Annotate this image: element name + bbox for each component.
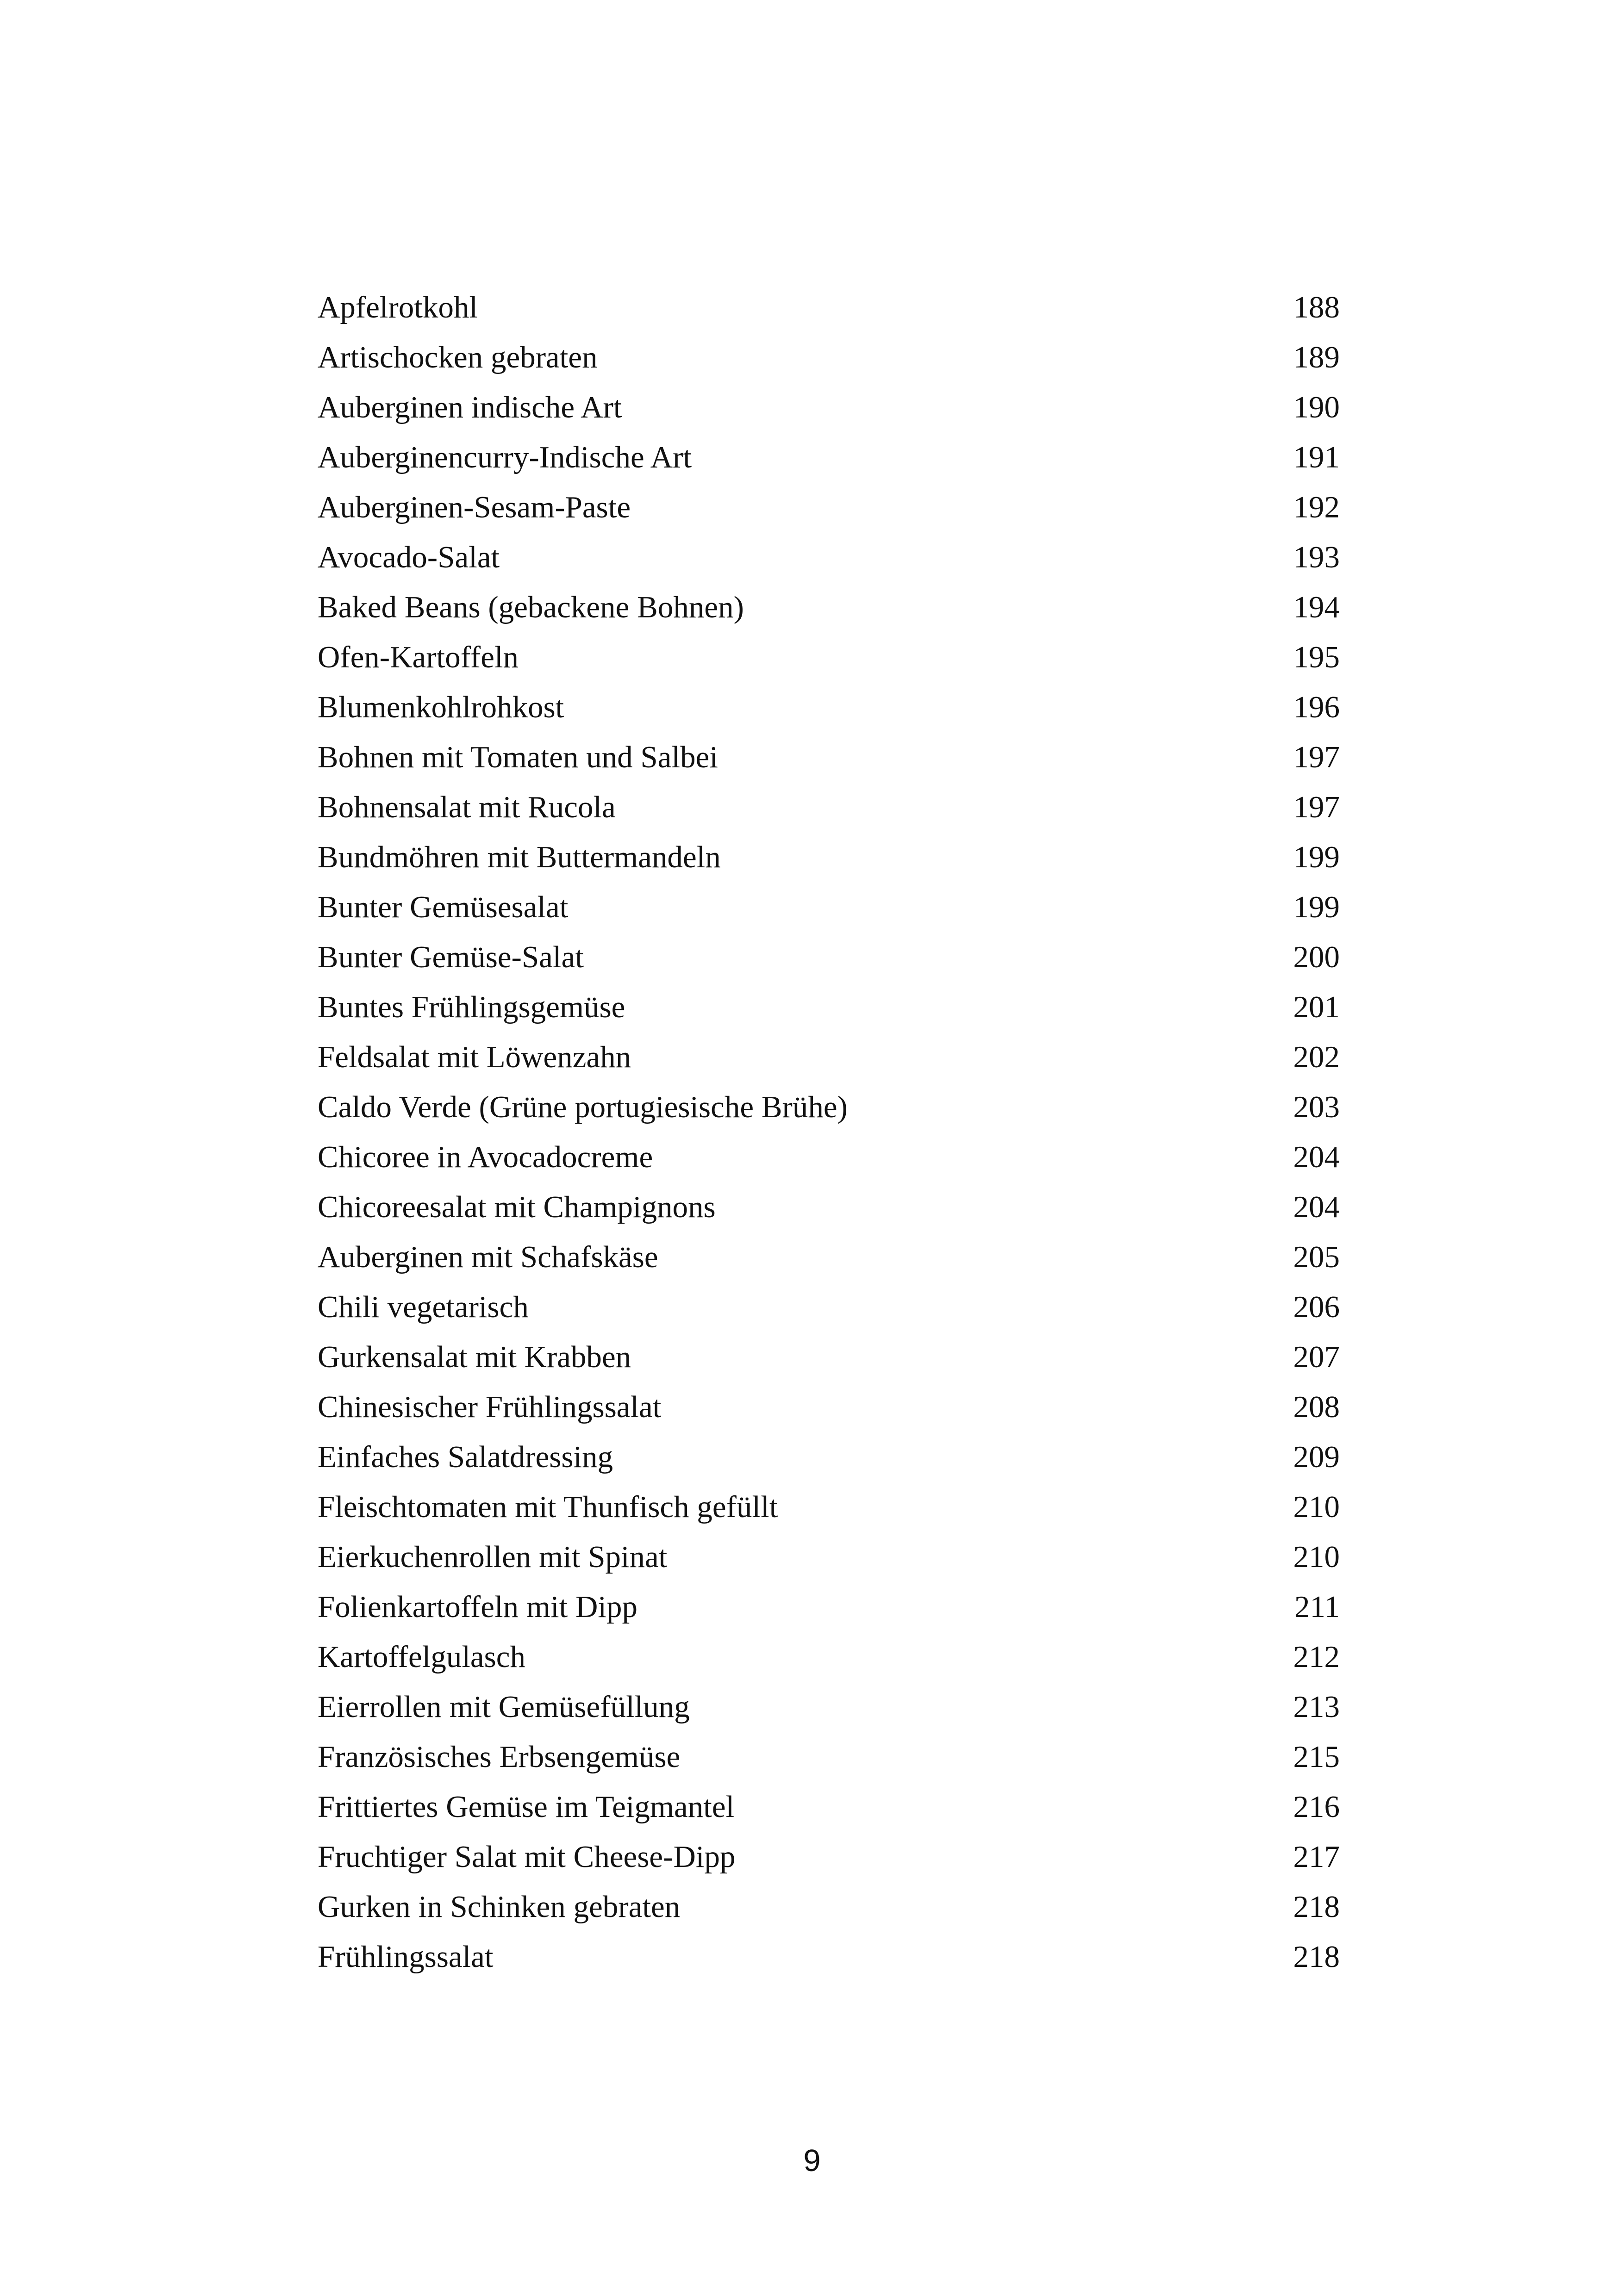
toc-entry bbox=[318, 1582, 1340, 1632]
toc-entry bbox=[318, 532, 1340, 582]
toc-entry-page: 204 bbox=[1293, 1189, 1340, 1224]
toc-entry bbox=[318, 882, 1340, 932]
toc-entry-page: 196 bbox=[1293, 690, 1340, 724]
toc-entry bbox=[318, 1932, 1340, 1982]
toc-entry-page: 218 bbox=[1293, 1939, 1340, 1974]
toc-entry-page: 211 bbox=[1294, 1589, 1340, 1624]
toc-entry-page: 205 bbox=[1293, 1239, 1340, 1274]
toc-entry bbox=[318, 782, 1340, 832]
toc-entry-page: 209 bbox=[1293, 1439, 1340, 1474]
toc-entry bbox=[318, 1732, 1340, 1782]
toc-entry bbox=[318, 632, 1340, 682]
toc-entry bbox=[318, 1682, 1340, 1732]
toc-entry-title: Auberginencurry-Indische Art bbox=[318, 440, 692, 474]
toc-entry-page: 218 bbox=[1293, 1889, 1340, 1924]
toc-entry-title: Apfelrotkohl bbox=[318, 290, 478, 324]
toc-entry-title: Chicoree in Avocadocreme bbox=[318, 1139, 653, 1174]
toc-entry-page: 216 bbox=[1293, 1789, 1340, 1824]
toc-entry bbox=[318, 1032, 1340, 1082]
toc-entry-page: 188 bbox=[1293, 290, 1340, 324]
toc-entry-title: Caldo Verde (Grüne portugiesische Brühe) bbox=[318, 1089, 848, 1124]
toc-entry-title: Gurken in Schinken gebraten bbox=[318, 1889, 681, 1924]
toc-entry-title: Bohnensalat mit Rucola bbox=[318, 790, 616, 824]
toc-entry-title: Baked Beans (gebackene Bohnen) bbox=[318, 590, 744, 624]
toc-entry bbox=[318, 1282, 1340, 1332]
page-number: 9 bbox=[803, 2143, 821, 2178]
toc-entry bbox=[318, 282, 1340, 332]
toc-entry-title: Ofen-Kartoffeln bbox=[318, 640, 519, 674]
toc-entry-page: 215 bbox=[1293, 1739, 1340, 1774]
toc-entry-title: Frittiertes Gemüse im Teigmantel bbox=[318, 1789, 735, 1824]
table-of-contents bbox=[318, 282, 1340, 1982]
toc-entry bbox=[318, 1882, 1340, 1932]
toc-entry bbox=[318, 432, 1340, 482]
toc-entry-title: Bohnen mit Tomaten und Salbei bbox=[318, 740, 718, 774]
toc-entry-title: Chicoreesalat mit Champignons bbox=[318, 1189, 716, 1224]
toc-entry bbox=[318, 982, 1340, 1032]
toc-entry-page: 204 bbox=[1293, 1139, 1340, 1174]
toc-entry bbox=[318, 1232, 1340, 1282]
toc-entry bbox=[318, 1432, 1340, 1482]
toc-entry-page: 195 bbox=[1293, 640, 1340, 674]
toc-entry-title: Avocado-Salat bbox=[318, 540, 500, 574]
toc-entry-page: 190 bbox=[1293, 390, 1340, 424]
toc-entry-page: 210 bbox=[1293, 1539, 1340, 1574]
toc-entry bbox=[318, 482, 1340, 532]
toc-entry-page: 206 bbox=[1293, 1289, 1340, 1324]
toc-entry bbox=[318, 1532, 1340, 1582]
toc-entry bbox=[318, 332, 1340, 382]
toc-entry-title: Bundmöhren mit Buttermandeln bbox=[318, 840, 721, 874]
toc-entry-title: Eierkuchenrollen mit Spinat bbox=[318, 1539, 668, 1574]
toc-entry-page: 200 bbox=[1293, 940, 1340, 974]
toc-entry-title: Blumenkohlrohkost bbox=[318, 690, 564, 724]
toc-entry-title: Chinesischer Frühlingssalat bbox=[318, 1389, 662, 1424]
toc-entry-title: Fleischtomaten mit Thunfisch gefüllt bbox=[318, 1489, 778, 1524]
toc-entry bbox=[318, 582, 1340, 632]
toc-entry-page: 203 bbox=[1293, 1089, 1340, 1124]
toc-entry-title: Buntes Frühlingsgemüse bbox=[318, 989, 625, 1024]
toc-entry bbox=[318, 1632, 1340, 1682]
toc-entry-page: 201 bbox=[1293, 989, 1340, 1024]
toc-entry bbox=[318, 932, 1340, 982]
toc-entry-page: 217 bbox=[1293, 1839, 1340, 1874]
toc-entry bbox=[318, 682, 1340, 732]
toc-entry-title: Auberginen mit Schafskäse bbox=[318, 1239, 658, 1274]
toc-entry-page: 210 bbox=[1293, 1489, 1340, 1524]
toc-entry-page: 194 bbox=[1293, 590, 1340, 624]
toc-entry bbox=[318, 1382, 1340, 1432]
toc-entry-title: Artischocken gebraten bbox=[318, 340, 598, 374]
toc-entry bbox=[318, 1482, 1340, 1532]
toc-entry-page: 199 bbox=[1293, 840, 1340, 874]
toc-entry-page: 197 bbox=[1293, 790, 1340, 824]
toc-entry-page: 193 bbox=[1293, 540, 1340, 574]
toc-entry-page: 207 bbox=[1293, 1339, 1340, 1374]
toc-entry-page: 213 bbox=[1293, 1689, 1340, 1724]
toc-entry-page: 199 bbox=[1293, 890, 1340, 924]
toc-entry-title: Chili vegetarisch bbox=[318, 1289, 529, 1324]
toc-entry-title: Gurkensalat mit Krabben bbox=[318, 1339, 631, 1374]
toc-entry-page: 191 bbox=[1293, 440, 1340, 474]
toc-entry-title: Bunter Gemüse-Salat bbox=[318, 940, 584, 974]
toc-entry bbox=[318, 1132, 1340, 1182]
toc-entry-title: Bunter Gemüsesalat bbox=[318, 890, 568, 924]
toc-entry-page: 197 bbox=[1293, 740, 1340, 774]
toc-entry bbox=[318, 1832, 1340, 1882]
toc-entry-title: Auberginen-Sesam-Paste bbox=[318, 490, 631, 524]
toc-entry-title: Fruchtiger Salat mit Cheese-Dipp bbox=[318, 1839, 736, 1874]
toc-entry bbox=[318, 1082, 1340, 1132]
toc-entry-title: Kartoffelgulasch bbox=[318, 1639, 525, 1674]
toc-entry-title: Folienkartoffeln mit Dipp bbox=[318, 1589, 638, 1624]
toc-entry-title: Auberginen indische Art bbox=[318, 390, 622, 424]
toc-entry-title: Frühlingssalat bbox=[318, 1939, 493, 1974]
toc-entry bbox=[318, 1182, 1340, 1232]
toc-entry-page: 208 bbox=[1293, 1389, 1340, 1424]
toc-entry bbox=[318, 832, 1340, 882]
toc-entry bbox=[318, 382, 1340, 432]
toc-entry bbox=[318, 1332, 1340, 1382]
toc-entry-page: 212 bbox=[1293, 1639, 1340, 1674]
toc-entry-title: Feldsalat mit Löwenzahn bbox=[318, 1039, 631, 1074]
toc-entry bbox=[318, 1782, 1340, 1832]
toc-entry-page: 202 bbox=[1293, 1039, 1340, 1074]
toc-entry bbox=[318, 732, 1340, 782]
toc-entry-page: 192 bbox=[1293, 490, 1340, 524]
toc-entry-page: 189 bbox=[1293, 340, 1340, 374]
toc-entry-title: Eierrollen mit Gemüsefüllung bbox=[318, 1689, 690, 1724]
toc-entry-title: Französisches Erbsengemüse bbox=[318, 1739, 681, 1774]
toc-entry-title: Einfaches Salatdressing bbox=[318, 1439, 613, 1474]
